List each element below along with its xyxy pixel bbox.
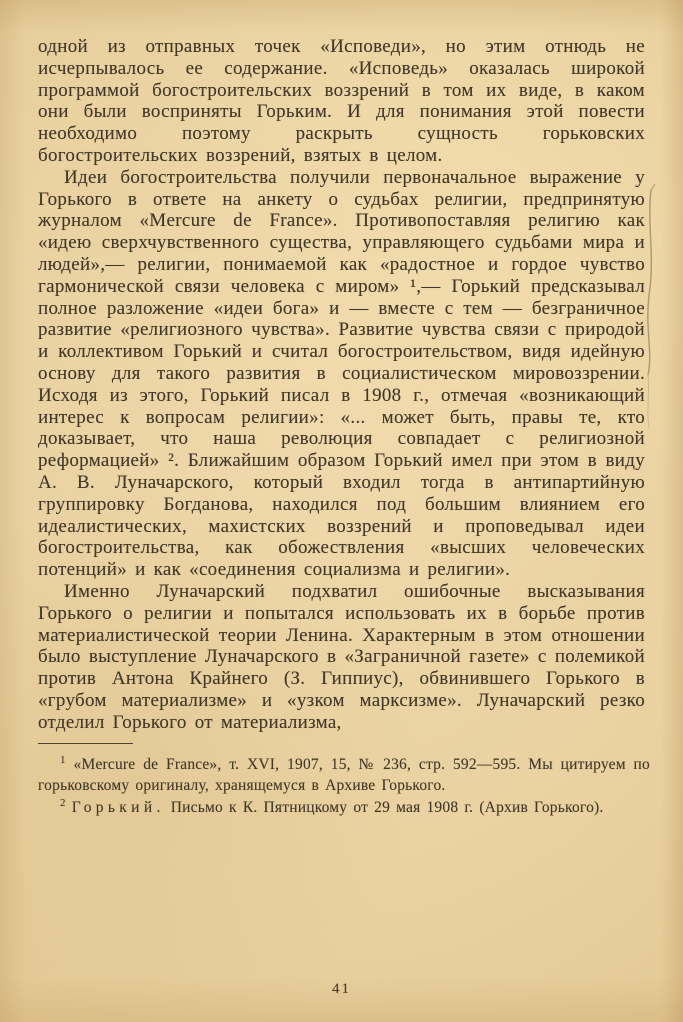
footnote-2	[38, 797, 650, 819]
paragraph-lunacharsky: Именно Луначарский подхватил ошибочные высказывания Горького о религии и попытался использовать их в борьбе против материалистической теории Ленина. Характерным в этом отношении было выступление Луначарского в «Заграничной газете» с полемикой против Антона Крайнего (З. Гиппиус), обвинившего Горького в «грубом материализме» и «узком марксизме». Луначарский резко отделил Горького от материализма,	[38, 580, 645, 733]
footnote-1-marker: 1	[60, 753, 66, 766]
page-text-block	[38, 36, 650, 818]
footnote-2-author: Горький.	[71, 798, 165, 816]
paragraph-continuation: одной из отправных точек «Исповеди», но этим отнюдь не исчерпывалось ее содержание. «Исповедь» оказалась широкой программой богостроительских воззрений в том их виде, в каком они были восприняты Горьким. И для понимания этой повести необходимо поэтому раскрыть сущность горьковских богостроительских воззрений, взятых в целом.	[38, 36, 645, 166]
footnote-1	[38, 754, 650, 797]
footnotes-section	[38, 754, 650, 819]
page-number: 41	[332, 981, 351, 997]
footnote-2-marker: 2	[60, 796, 66, 809]
footnote-1-text: «Mercure de France», т. XVI, 1907, 15, № 236, стр. 592—595. Мы цитируем по горьковскому оригиналу, хранящемуся в Архиве Горького.	[38, 755, 650, 795]
footnote-divider	[38, 743, 133, 744]
footnote-2-text: Письмо к К. Пятницкому от 29 мая 1908 г. (Архив Горького).	[170, 798, 604, 816]
paragraph-bogostroitelstvo: Идеи богостроительства получили первоначальное выражение у Горького в ответе на анкету о судьбах религии, предпринятую журналом «Mercure de France». Противопоставляя религию как «идею сверхчувственного существа, управляющего судьбами мира и людей»,— религии, понимаемой как «радостное и гордое чувство гармонической связи человека с миром» ¹,— Горький предсказывал полное разложение «идеи бога» и — вместе с тем — безграничное развитие «религиозного чувства». Развитие чувства связи с природой и коллективом Горький и считал богостроительством, видя идейную основу для такого развития в социалистическом мировоззрении. Исходя из этого, Горький писал в 1908 г., отмечая «возникающий интерес к вопросам религии»: «... может быть, правы те, кто доказывает, что наша революция совпадает с религиозной реформацией» ². Ближайшим образом Горький имел при этом в виду А. В. Луначарского, который входил тогда в антипартийную группировку Богданова, находился под большим влиянием его идеалистических, махистских воззрений и проповедывал идеи богостроительства, как обожествления «высших человеческих потенций» и как «соединения социализма и религии».	[38, 166, 645, 581]
